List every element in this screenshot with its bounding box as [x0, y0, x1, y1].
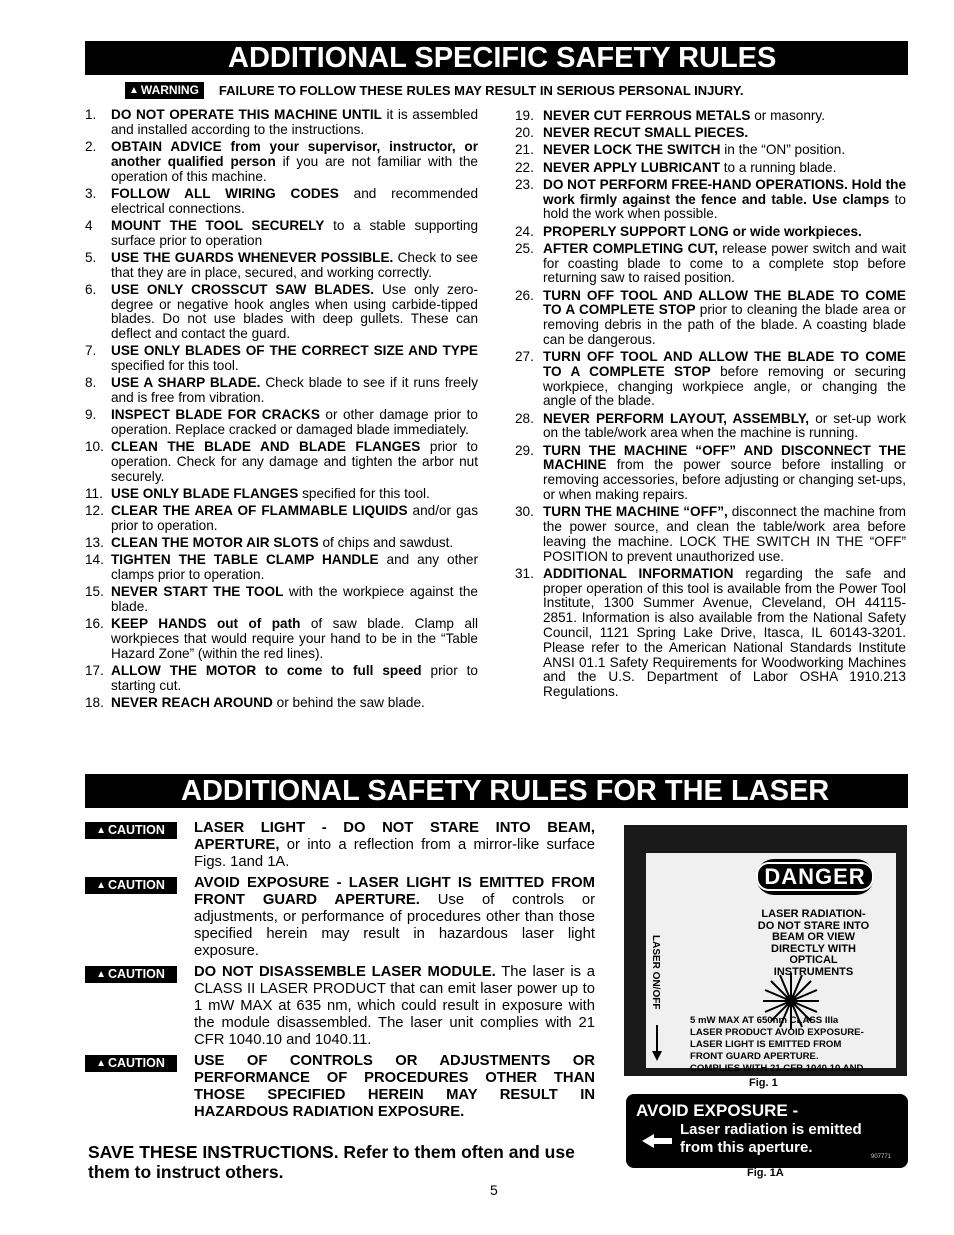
svg-text:LASER ON/OFF: LASER ON/OFF [650, 935, 661, 1010]
rule-item [85, 536, 478, 551]
caution-badge: ▲ CAUTION [85, 877, 177, 894]
banner-title: ADDITIONAL SPECIFIC SAFETY RULES [228, 42, 777, 74]
caution-item [85, 1053, 595, 1121]
rule-number: 11. [85, 486, 103, 502]
rule-text [111, 187, 478, 217]
rule-emphasis: TURN THE MACHINE “OFF” AND DISCONNECT THE MACHINE [543, 442, 906, 473]
rule-emphasis: NEVER APPLY LUBRICANT [543, 159, 720, 175]
rule-emphasis: NEVER REACH AROUND [111, 695, 273, 711]
rule-body: specified for this tool. [111, 358, 239, 374]
rule-number: 7. [85, 343, 97, 359]
rule-body: and recommended electrical connections. [111, 185, 478, 216]
rule-emphasis: TURN OFF TOOL AND ALLOW THE BLADE TO COME TO A COMPLETE STOP [543, 349, 906, 379]
caution-body: The laser is a CLASS II LASER PRODUCT that can emit laser power up to 1 mW MAX at 635 nm, which could result in exposure with the module disassembled. The laser unit complies with 21 CFR 1040.10 and 1040.11. [194, 964, 595, 1048]
safety-rules-right-column [515, 109, 906, 702]
warning-triangle-icon: ▲ [96, 825, 106, 836]
save-instructions: SAVE THESE INSTRUCTIONS. Refer to them often and use them to instruct others. [88, 1142, 575, 1182]
rule-number: 5. [85, 249, 97, 265]
rule-text [543, 242, 906, 286]
rule-number: 15. [85, 584, 104, 600]
rule-body: prior to starting cut. [111, 663, 478, 693]
rule-number: 9. [85, 407, 97, 423]
rule-item [515, 109, 906, 124]
rule-text [111, 108, 478, 138]
rule-number: 20. [515, 125, 534, 141]
left-arrow-icon [642, 1134, 672, 1148]
laser-cautions [85, 820, 595, 1125]
rule-number: 10. [85, 439, 104, 455]
rule-item [515, 143, 906, 158]
rule-emphasis: NEVER RECUT SMALL PIECES. [543, 125, 749, 141]
rule-emphasis: USE A SHARP BLADE. [111, 375, 261, 391]
laser-onoff-vertical-label [650, 933, 664, 1063]
rule-body: of saw blade. Clamp all workpieces that would require your hand to be in the “Table Hazard Zone” (within the red lines). [111, 616, 478, 661]
danger-heading: DANGER [756, 859, 874, 895]
rule-item [85, 664, 478, 694]
rule-item [515, 242, 906, 286]
rule-number: 1. [85, 107, 97, 122]
rule-text [111, 283, 478, 342]
caution-text [194, 964, 595, 1049]
rule-emphasis: INSPECT BLADE FOR CRACKS [111, 407, 320, 423]
rule-body: or set-up work on the table/work area when the machine is running. [543, 410, 906, 441]
rule-body: with the workpiece against the blade. [111, 584, 478, 615]
caution-badge: ▲ CAUTION [85, 966, 177, 983]
rule-number: 4 [85, 217, 93, 233]
rule-item [85, 219, 478, 249]
rule-text [111, 219, 478, 249]
rule-body: if you are not familiar with the operation of this machine. [111, 153, 478, 184]
rule-emphasis: DO NOT PERFORM FREE-HAND OPERATIONS. Hold the work firmly against the fence and table. Use clamps [543, 176, 907, 207]
warning-row [125, 81, 744, 99]
rule-emphasis: FOLLOW ALL WIRING CODES [111, 185, 339, 201]
rule-emphasis: NEVER LOCK THE SWITCH [543, 142, 721, 158]
rule-emphasis: USE ONLY BLADES OF THE CORRECT SIZE AND TYPE [111, 343, 478, 359]
rule-body: and any other clamps prior to operation. [111, 552, 478, 583]
caution-emphasis: LASER LIGHT - DO NOT STARE INTO BEAM, APERTURE, [194, 820, 595, 853]
rule-emphasis: CLEAR THE AREA OF FLAMMABLE LIQUIDS [111, 503, 408, 519]
rule-emphasis: CLEAN THE BLADE AND BLADE FLANGES [111, 439, 421, 455]
laser-specs-text [690, 1015, 890, 1075]
rule-emphasis: KEEP HANDS out of path [111, 616, 301, 632]
rule-body: Check blade to see if it runs freely and is free from vibration. [111, 375, 478, 406]
rule-number: 16. [85, 616, 104, 632]
rule-text [111, 553, 478, 583]
rule-number: 13. [85, 535, 104, 551]
caution-text [194, 1053, 595, 1121]
rule-item [85, 553, 478, 583]
danger-label [646, 853, 896, 1074]
rule-item [85, 283, 478, 342]
caution-emphasis: AVOID EXPOSURE - LASER LIGHT IS EMITTED FROM FRONT GUARD APERTURE. [194, 875, 595, 908]
warning-triangle-icon: ▲ [96, 969, 106, 980]
warning-triangle-icon: ▲ [96, 1058, 106, 1069]
rule-text [543, 412, 906, 442]
rule-item [85, 108, 478, 138]
warning-triangle-icon: ▲ [129, 84, 139, 96]
rule-text [543, 109, 906, 124]
rule-number: 30. [515, 504, 534, 520]
label-part-code: 907771 [871, 1154, 892, 1160]
caution-badge-wrap [85, 1053, 194, 1121]
rule-body: it is assembled and installed according to the instructions. [111, 107, 478, 137]
rule-text [111, 617, 478, 661]
label-line: LASER LIGHT IS EMITTED FROM [690, 1039, 842, 1050]
rule-number: 17. [85, 663, 104, 679]
rule-item [515, 444, 906, 503]
rule-item [515, 289, 906, 348]
rule-body: specified for this tool. [298, 486, 430, 502]
label-line: OPTICAL [789, 954, 838, 966]
rule-number: 23. [515, 176, 534, 192]
label-line: LASER RADIATION- [761, 908, 866, 920]
rule-item [85, 408, 478, 438]
rule-emphasis: NEVER START THE TOOL [111, 584, 284, 600]
rule-item [515, 567, 906, 700]
rule-text [111, 344, 478, 374]
rule-emphasis: ALLOW THE MOTOR to come to full speed [111, 663, 422, 679]
fig1-laser-label-photo [624, 825, 907, 1076]
label-line: COMPLIES WITH 21 CFR 1040.10 AND [690, 1063, 864, 1074]
rule-number: 25. [515, 240, 534, 256]
rule-number: 3. [85, 185, 97, 201]
rule-text [543, 143, 906, 158]
rule-body: to a stable supporting surface prior to operation [111, 217, 478, 248]
fig1a-avoid-exposure-label [626, 1094, 908, 1168]
page-number: 5 [490, 1182, 498, 1198]
label-line: LASER PRODUCT AVOID EXPOSURE- [690, 1027, 864, 1038]
rule-body: prior to operation. Check for any damage and tighten the arbor nut securely. [111, 439, 478, 484]
rule-body: in the “ON” position. [720, 142, 846, 158]
fig1a-caption: Fig. 1A [747, 1167, 784, 1179]
label-line: FRONT GUARD APERTURE. [690, 1051, 819, 1062]
rule-item [515, 350, 906, 409]
rule-number: 24. [515, 223, 534, 239]
rule-item [515, 412, 906, 442]
rule-text [111, 440, 478, 484]
label-line: DO NOT STARE INTO [757, 919, 870, 932]
rule-text [111, 504, 478, 534]
rule-emphasis: TIGHTEN THE TABLE CLAMP HANDLE [111, 552, 379, 568]
rule-text [111, 696, 478, 711]
rule-emphasis: NEVER PERFORM LAYOUT, ASSEMBLY, [543, 410, 810, 426]
rule-text [111, 664, 478, 694]
rule-number: 27. [515, 349, 534, 365]
rule-body: from the power source before installing or removing accessories, before adjusting or changing set-ups, or when making repairs. [543, 457, 906, 503]
rule-number: 18. [85, 695, 104, 711]
rule-body: and/or gas prior to operation. [111, 503, 478, 534]
rule-body: regarding the safe and proper operation of this tool is available from the Power Tool Institute, 1300 Summer Avenue, Cleveland, OH 44115-2851. Information is also available from the National Safety Council, 1121 Spring Lake Drive, Itasca, IL 60143-3201. Please refer to the American National Standards Institute ANSI 01.1 Safety Requirements for Woodworking Machines and the U.S. Department of Labor OSHA 1910.213 Regulations. [543, 565, 906, 700]
rule-text [543, 567, 906, 700]
rule-item [515, 178, 906, 222]
label-line: BEAM OR VIEW [771, 931, 856, 943]
rule-item [85, 344, 478, 374]
rule-number: 22. [515, 159, 534, 175]
rule-item [85, 440, 478, 484]
caution-item [85, 820, 595, 871]
rule-body: release power switch and wait for coasting blade to come to a complete stop before returning saw to raised position. [543, 240, 906, 286]
caution-body: Use of controls or adjustments, or performance of procedures other than those specified herein may result in hazardous laser light exposure. [194, 892, 595, 959]
rule-text [543, 225, 906, 240]
rule-body: Use only zero-degree or negative hook angles when using carbide-tipped blades. Do not use blades with deep gullets. These can deflect and contact the guard. [111, 281, 479, 342]
rule-item [85, 487, 478, 502]
rule-text [543, 350, 906, 409]
caution-item [85, 875, 595, 960]
rule-number: 31. [515, 565, 534, 581]
rule-text [111, 376, 478, 406]
caution-body: or into a reflection from a mirror-like surface Figs. 1and 1A. [194, 837, 595, 870]
caution-emphasis: DO NOT DISASSEMBLE LASER MODULE. [194, 964, 496, 980]
rule-item [515, 225, 906, 240]
rule-body: prior to cleaning the blade area or removing debris in the path of the blade. A coasting blade can be dangerous. [543, 302, 907, 347]
caution-badge-wrap [85, 964, 194, 1049]
rule-text [543, 289, 906, 348]
rule-number: 14. [85, 552, 104, 568]
caution-badge-wrap [85, 875, 194, 960]
warning-triangle-icon: ▲ [96, 880, 106, 891]
rule-text [111, 585, 478, 615]
caution-badge: ▲ CAUTION [85, 1055, 177, 1072]
label-line: 5 mW MAX AT 650nm CLASS IIIa [690, 1015, 839, 1026]
rule-number: 26. [515, 287, 534, 303]
rule-item [515, 505, 906, 564]
banner-title: ADDITIONAL SAFETY RULES FOR THE LASER [181, 775, 830, 807]
rule-item [515, 126, 906, 141]
rule-number: 19. [515, 108, 534, 123]
specific-safety-rules-banner [85, 41, 908, 75]
rule-number: 28. [515, 410, 534, 426]
rule-emphasis: TURN THE MACHINE “OFF”, [543, 504, 728, 520]
avoid-exposure-text: Laser radiation is emitted from this aperture. [680, 1121, 862, 1156]
label-line: INSTRUMENTS [773, 965, 854, 978]
avoid-exposure-title: AVOID EXPOSURE - [636, 1101, 799, 1120]
rule-emphasis: USE ONLY CROSSCUT SAW BLADES. [111, 281, 375, 297]
label-line: DIRECTLY WITH [771, 942, 856, 955]
rule-text [543, 161, 906, 176]
rule-body: of chips and sawdust. [318, 535, 454, 551]
rule-item [85, 251, 478, 281]
rule-item [85, 504, 478, 534]
laser-safety-rules-banner [85, 774, 908, 808]
rule-text [543, 444, 906, 503]
fig1-caption: Fig. 1 [749, 1077, 778, 1089]
caution-emphasis: USE OF CONTROLS OR ADJUSTMENTS OR PERFORMANCE OF PROCEDURES OTHER THAN THOSE SPECIFIED HEREIN MAY RESULT IN HAZARDOUS RADIATION EXPOSURE. [194, 1053, 595, 1120]
rule-emphasis: PROPERLY SUPPORT LONG or wide workpieces. [543, 223, 862, 239]
rule-emphasis: MOUNT THE TOOL SECURELY [111, 217, 325, 233]
rule-emphasis: NEVER CUT FERROUS METALS [543, 108, 751, 123]
rule-emphasis: TURN OFF TOOL AND ALLOW THE BLADE TO COME TO A COMPLETE STOP [543, 287, 906, 318]
warning-text: FAILURE TO FOLLOW THESE RULES MAY RESULT IN SERIOUS PERSONAL INJURY. [218, 82, 744, 98]
caution-text [194, 820, 595, 871]
rule-item [85, 187, 478, 217]
caution-item [85, 964, 595, 1049]
rule-body: to hold the work when possible. [543, 191, 906, 222]
rule-text [111, 251, 478, 281]
rule-item [85, 140, 478, 184]
rule-text [111, 408, 478, 438]
rule-number: 21. [515, 142, 534, 158]
rule-text [111, 487, 478, 502]
rule-number: 8. [85, 375, 97, 391]
rule-item [85, 376, 478, 406]
rule-body: or behind the saw blade. [272, 695, 425, 711]
rule-text [111, 140, 478, 184]
warning-badge: ▲ WARNING [125, 82, 204, 99]
caution-badge-wrap [85, 820, 194, 871]
rule-item [85, 617, 478, 661]
laser-radiation-warning [736, 909, 891, 978]
rule-emphasis: CLEAN THE MOTOR AIR SLOTS [111, 535, 319, 551]
rule-text [543, 505, 906, 564]
rule-body: or masonry. [750, 108, 825, 123]
rule-number: 12. [85, 503, 104, 519]
safety-rules-left-column [85, 108, 478, 713]
rule-item [85, 585, 478, 615]
rule-number: 29. [515, 442, 534, 458]
rule-body: to a running blade. [720, 159, 837, 175]
rule-text [543, 178, 906, 222]
rule-body: or other damage prior to operation. Replace cracked or damaged blade immediately. [111, 407, 478, 438]
rule-body: before removing or securing workpiece, changing workpiece angle, or changing the angle of the blade. [543, 363, 906, 409]
rule-emphasis: AFTER COMPLETING CUT, [543, 240, 718, 256]
rule-body: Check to see that they are in place, secured, and working correctly. [111, 249, 478, 280]
rule-emphasis: ADDITIONAL INFORMATION [543, 565, 734, 581]
rule-emphasis: USE ONLY BLADE FLANGES [111, 486, 299, 502]
rule-item [515, 161, 906, 176]
rule-emphasis: DO NOT OPERATE THIS MACHINE UNTIL [111, 107, 382, 122]
rule-emphasis: OBTAIN ADVICE from your supervisor, instructor, or another qualified person [111, 138, 478, 169]
rule-text [111, 536, 478, 551]
caution-text [194, 875, 595, 960]
rule-item [85, 696, 478, 711]
rule-emphasis: USE THE GUARDS WHENEVER POSSIBLE. [111, 249, 394, 265]
caution-badge: ▲ CAUTION [85, 822, 177, 839]
rule-text [543, 126, 906, 141]
rule-number: 6. [85, 281, 97, 297]
rule-number: 2. [85, 138, 97, 154]
rule-body: disconnect the machine from the power source, and clean the table/work area before leaving the machine. LOCK THE SWITCH IN THE “OFF” POSITION to prevent unauthorized use. [543, 504, 906, 564]
